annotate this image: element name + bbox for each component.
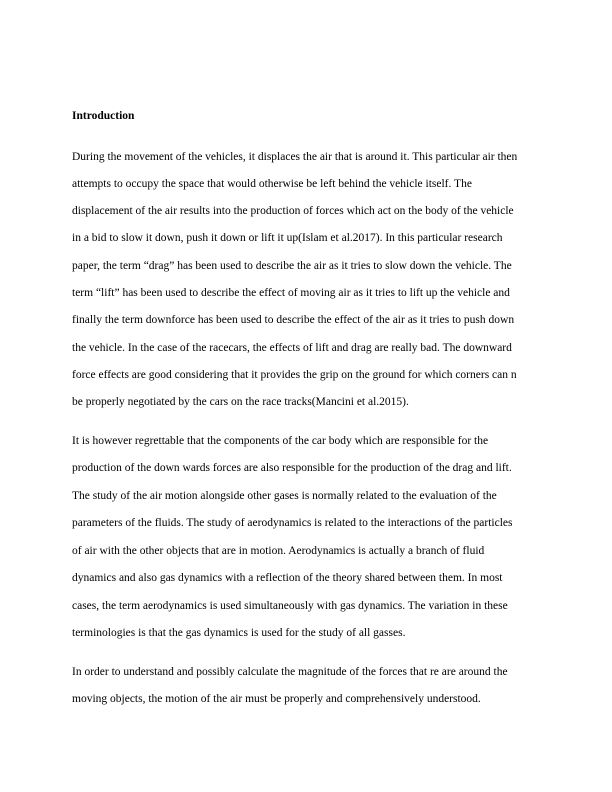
paragraph-2-line-7: cases, the term aerodynamics is used simultaneously with gas dynamics. The variation in these	[72, 600, 508, 612]
paragraph-1-line-10: be properly negotiated by the cars on the race tracks(Mancini et al.2015).	[72, 396, 409, 408]
paragraph-1-line-5: paper, the term “drag” has been used to describe the air as it tries to slow down the vehicle. The	[72, 260, 512, 272]
paragraph-1-line-4: in a bid to slow it down, push it down or lift it up(Islam et al.2017). In this particular research	[72, 232, 503, 244]
paragraph-1-line-8: the vehicle. In the case of the racecars, the effects of lift and drag are really bad. The downward	[72, 342, 512, 354]
paragraph-2-line-4: parameters of the fluids. The study of aerodynamics is related to the interactions of the particles	[72, 517, 513, 529]
paragraph-1-line-6: term “lift” has been used to describe the effect of moving air as it tries to lift up the vehicle and	[72, 287, 510, 299]
paragraph-2-line-8: terminologies is that the gas dynamics is used for the study of all gasses.	[72, 627, 406, 639]
paragraph-2-line-3: The study of the air motion alongside other gases is normally related to the evaluation of the	[72, 490, 497, 502]
paragraph-2-line-6: dynamics and also gas dynamics with a reflection of the theory shared between them. In most	[72, 572, 503, 584]
paragraph-2-line-2: production of the down wards forces are also responsible for the production of the drag and lift.	[72, 462, 512, 474]
paragraph-1-line-7: finally the term downforce has been used to describe the effect of the air as it tries to push down	[72, 314, 515, 326]
paragraph-3-line-2: moving objects, the motion of the air must be properly and comprehensively understood.	[72, 693, 481, 705]
paragraph-3-line-1: In order to understand and possibly calculate the magnitude of the forces that re are around the	[72, 666, 508, 678]
section-heading: Introduction	[72, 110, 135, 122]
paragraph-1-line-9: force effects are good considering that it provides the grip on the ground for which corners can n	[72, 369, 517, 381]
paragraph-1-line-3: displacement of the air results into the production of forces which act on the body of the vehicle	[72, 205, 514, 217]
paragraph-1-line-1: During the movement of the vehicles, it displaces the air that is around it. This particular air then	[72, 151, 518, 163]
paragraph-1-line-2: attempts to occupy the space that would otherwise be left behind the vehicle itself. The	[72, 178, 472, 190]
paragraph-2-line-1: It is however regrettable that the components of the car body which are responsible for the	[72, 435, 489, 447]
paragraph-2-line-5: of air with the other objects that are in motion. Aerodynamics is actually a branch of fluid	[72, 545, 485, 557]
